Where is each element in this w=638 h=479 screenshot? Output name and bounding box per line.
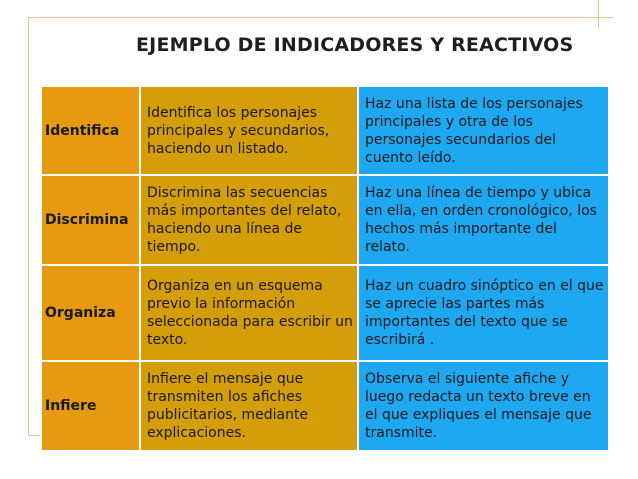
row-label-cell: Infiere xyxy=(41,361,140,451)
frame-line-right-accent xyxy=(598,0,599,28)
indicators-table xyxy=(40,85,610,452)
table-row xyxy=(41,265,609,361)
indicator-cell: Infiere el mensaje que transmiten los afiches publicitarios, mediante explicaciones. xyxy=(140,361,358,451)
frame-line-left xyxy=(28,17,29,435)
row-label-cell: Organiza xyxy=(41,265,140,361)
reactive-cell: Observa el siguiente afiche y luego redacta un texto breve en el que expliques el mensaje que transmite. xyxy=(358,361,609,451)
table-row xyxy=(41,86,609,175)
row-label-cell: Identifica xyxy=(41,86,140,175)
reactive-cell: Haz una línea de tiempo y ubica en ella, en orden cronológico, los hechos más importante del relato. xyxy=(358,175,609,265)
frame-line-bottom-stub xyxy=(28,435,40,436)
indicator-cell: Organiza en un esquema previo la información seleccionada para escribir un texto. xyxy=(140,265,358,361)
indicator-cell: Discrimina las secuencias más importantes del relato, haciendo una línea de tiempo. xyxy=(140,175,358,265)
row-label-cell: Discrimina xyxy=(41,175,140,265)
slide-title: EJEMPLO DE INDICADORES Y REACTIVOS xyxy=(136,34,574,56)
indicator-cell: Identifica los personajes principales y secundarios, haciendo un listado. xyxy=(140,86,358,175)
table-row xyxy=(41,175,609,265)
table-row xyxy=(41,361,609,451)
reactive-cell: Haz una lista de los personajes principales y otra de los personajes secundarios del cuento leído. xyxy=(358,86,609,175)
frame-line-top xyxy=(28,17,613,18)
reactive-cell: Haz un cuadro sinóptico en el que se aprecie las partes más importantes del texto que se escribirá . xyxy=(358,265,609,361)
